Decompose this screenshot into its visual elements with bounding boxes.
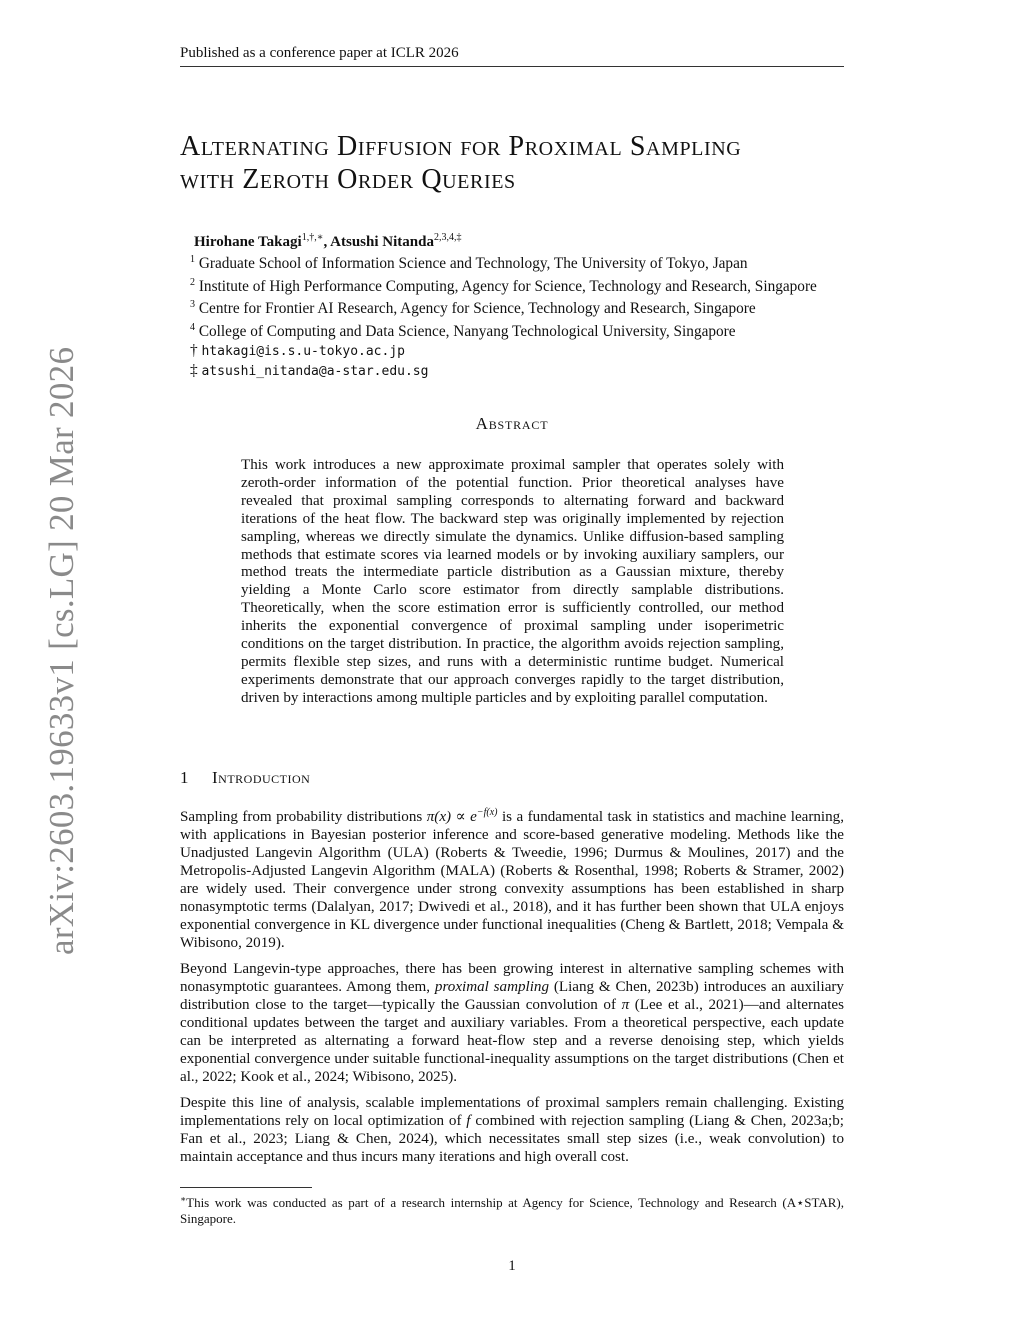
affiliation-text: College of Computing and Data Science, Nanyang Technological University, Singapore [198,323,736,341]
author-separator: , [323,234,331,250]
affiliation-mark: 4 [190,322,195,334]
section-number: 1 [180,768,189,787]
text-run: is a fundamental task in statistics and machine learning, with applications in Bayesian posterior inference and score-based generative modeling. Methods like the Unadjusted Langevin Algorithm (ULA) (Roberts & Tweedie, 1996; Durmus & Moulines, 2017) and the Metropolis-Adjusted Langevin Algorithm (MALA) (Roberts & Rosenthal, 1998; Roberts & Stramer, 2002) are widely used. Their convergence under strong convexity assumptions has been established in sharp nonasymptotic terms (Dalalyan, 2017; Dwivedi et al., 2018), and it has further been shown that ULA enjoys exponential convergence in KL divergence under functional inequalities (Cheng & Bartlett, 2018; Vempala & Wibisono, 2019). [180,809,844,952]
author-2-name: Atsushi Nitanda [330,234,434,250]
affiliation-1 [190,251,890,274]
footnote-rule [180,1187,312,1188]
page-number: 1 [508,1258,516,1274]
title-line-1: Alternating Diffusion for Proximal Sampling [180,131,742,162]
affiliation-mark: 3 [190,299,195,311]
affiliation-2 [190,274,890,297]
inline-math: π(x) ∝ e [426,809,477,826]
footnote-mark: ∗ [180,1194,187,1204]
affiliation-list [190,251,890,381]
author-2-marks: 2,3,4,‡ [433,232,462,243]
affiliation-mark: 2 [190,276,195,288]
section-title: Introduction [212,768,311,787]
email-address[interactable]: htakagi@is.s.u-tokyo.ac.jp [201,343,405,359]
emphasis: proximal sampling [434,979,550,996]
affiliation-mark: 1 [190,254,195,265]
abstract-heading: Abstract [475,414,549,433]
section-heading [180,768,310,788]
section-body [180,804,844,1174]
affiliation-4 [190,319,890,342]
footnote-text: This work was conducted as part of a research internship at Agency for Science, Technology and Research (A⋆STAR), Singapore. [180,1195,844,1226]
email-address[interactable]: atsushi_nitanda@a-star.edu.sg [201,363,429,379]
inline-math: π [621,997,630,1014]
running-header: Published as a conference paper at ICLR 2026 [180,44,844,67]
affiliation-text: Graduate School of Information Science and Technology, The University of Tokyo, Japan [198,255,748,272]
author-list [194,232,461,251]
text-run: (Liang & Chen, 2023b) introduces an auxiliary distribution close to the target—typically the Gaussian convolution of [180,979,844,1014]
text-run: Sampling from probability distributions [180,809,427,826]
affiliation-text: Centre for Frontier AI Research, Agency for Science, Technology and Research, Singapore [198,300,756,318]
text-run: Despite this line of analysis, scalable implementations of proximal samplers remain challenging. Existing implementations rely on local optimization of [180,1095,844,1130]
affiliation-3 [190,296,890,319]
author-1-name: Hirohane Takagi [194,234,302,250]
arxiv-id-label: arXiv:2603.19633v1 [cs.LG] 20 Mar 2026 [42,346,81,955]
abstract-text: This work introduces a new approximate proximal sampler that operates solely with zeroth-order information of the potential function. Prior theoretical analyses have revealed that proximal sampling corresponds to alternating forward and backward iterations of the heat flow. The backward step was originally implemented by rejection sampling, whereas we directly simulate the dynamics. Unlike diffusion-based sampling methods that estimate scores via learned models or by invoking auxiliary samplers, our method treats the intermediate particle distribution as a Gaussian mixture, thereby yielding a Monte Carlo score estimator from directly samplable distributions. Theoretically, when the score estimation error is sufficiently controlled, our method inherits the exponential convergence of proximal sampling under isoperimetric conditions on the target distribution. In practice, the algorithm avoids rejection sampling, permits flexible step sizes, and runs with a deterministic runtime budget. Numerical experiments demonstrate that our approach converges rapidly to the target distribution, driven by interactions among multiple particles and by exploiting parallel computation. [241,457,784,706]
paper-title [180,130,880,196]
email-1 [190,342,890,362]
email-mark: ‡ [190,361,198,379]
paragraph-1 [180,804,844,952]
email-mark: † [190,341,198,359]
text-run: Beyond Langevin-type approaches, there has been growing interest in alternative sampling schemes with nonasymptotic guarantees. Among them, [180,961,844,996]
title-line-2: with Zeroth Order Queries [180,164,516,195]
email-2 [190,362,890,382]
affiliation-text: Institute of High Performance Computing, Agency for Science, Technology and Research, Singapore [198,277,817,295]
inline-math-exponent: −f(x) [476,807,498,818]
inline-math: f [466,1113,471,1130]
author-1-marks: 1,†,∗ [301,232,324,243]
footnote [180,1191,844,1227]
text-run: combined with rejection sampling (Liang & Chen, 2023a;b; Fan et al., 2023; Liang & Chen, 2024), which necessitates small step sizes (i.e., weak convolution) to maintain acceptance and thus incurs many iterations and high overall cost. [180,1113,844,1166]
paragraph-2 [180,960,844,1086]
text-run: (Lee et al., 2021)—and alternates conditional updates between the target and auxiliary variables. From a theoretical perspective, each update can be interpreted as alternating a forward heat-flow step and a reverse denoising step, which yields exponential convergence under suitable functional-inequality assumptions on the target distributions (Chen et al., 2022; Kook et al., 2024; Wibisono, 2025). [180,997,844,1086]
paragraph-3 [180,1094,844,1166]
